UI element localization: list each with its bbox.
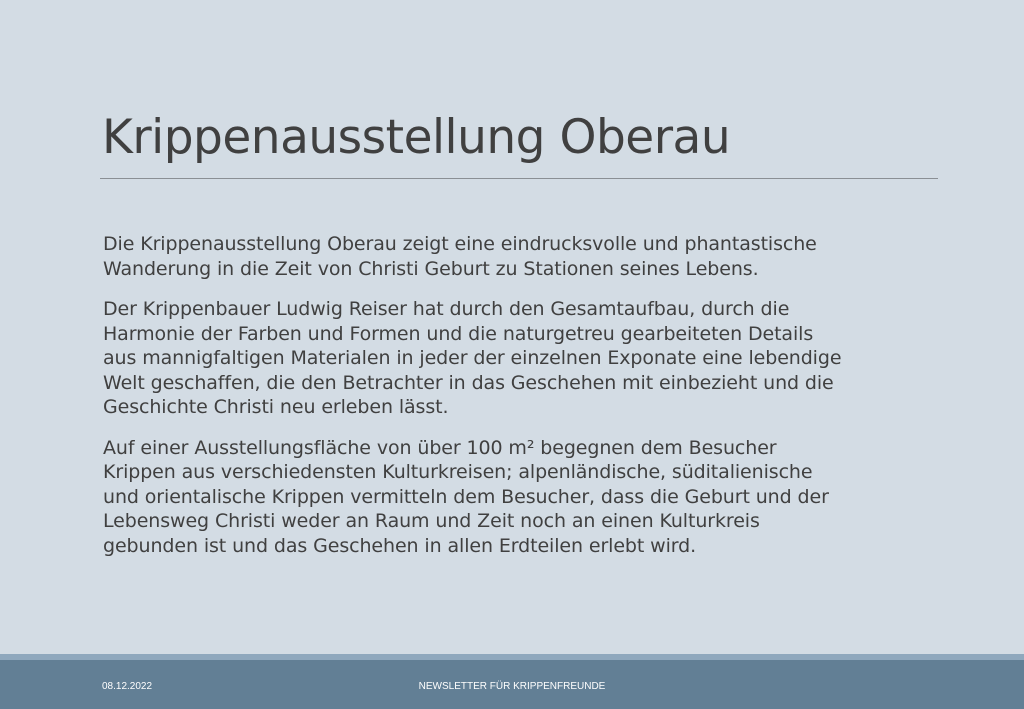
slide-title: Krippenausstellung Oberau	[102, 110, 731, 165]
paragraph-builder: Der Krippenbauer Ludwig Reiser hat durch den Gesamtaufbau, durch die Harmonie der Farben und Formen und die naturgetreu gearbeiteten Details aus mannigfaltigen Materialen in jeder der einzelnen Exponate eine lebendige Welt geschaffen, die den Betrachter in das Geschehen mit einbezieht und die Geschichte Christi neu erleben lässt.	[103, 298, 842, 418]
title-divider	[100, 178, 938, 179]
paragraph-intro: Die Krippenausstellung Oberau zeigt eine eindrucksvolle und phantastische Wanderung in die Zeit von Christi Geburt zu Stationen seines Lebens.	[103, 233, 817, 280]
paragraph-exhibition: Auf einer Ausstellungsfläche von über 100 m² begegnen dem Besucher Krippen aus verschiedensten Kulturkreisen; alpenländische, süditalienische und orientalische Krippen vermitteln dem Besucher, dass die Geburt und der Lebensweg Christi weder an Raum und Zeit noch an einen Kulturkreis gebunden ist und das Geschehen in allen Erdteilen erlebt wird.	[103, 436, 829, 557]
footer-date: 08.12.2022	[102, 681, 153, 692]
slide-body	[103, 232, 943, 574]
footer-title: NEWSLETTER FÜR KRIPPENFREUNDE	[418, 681, 606, 692]
